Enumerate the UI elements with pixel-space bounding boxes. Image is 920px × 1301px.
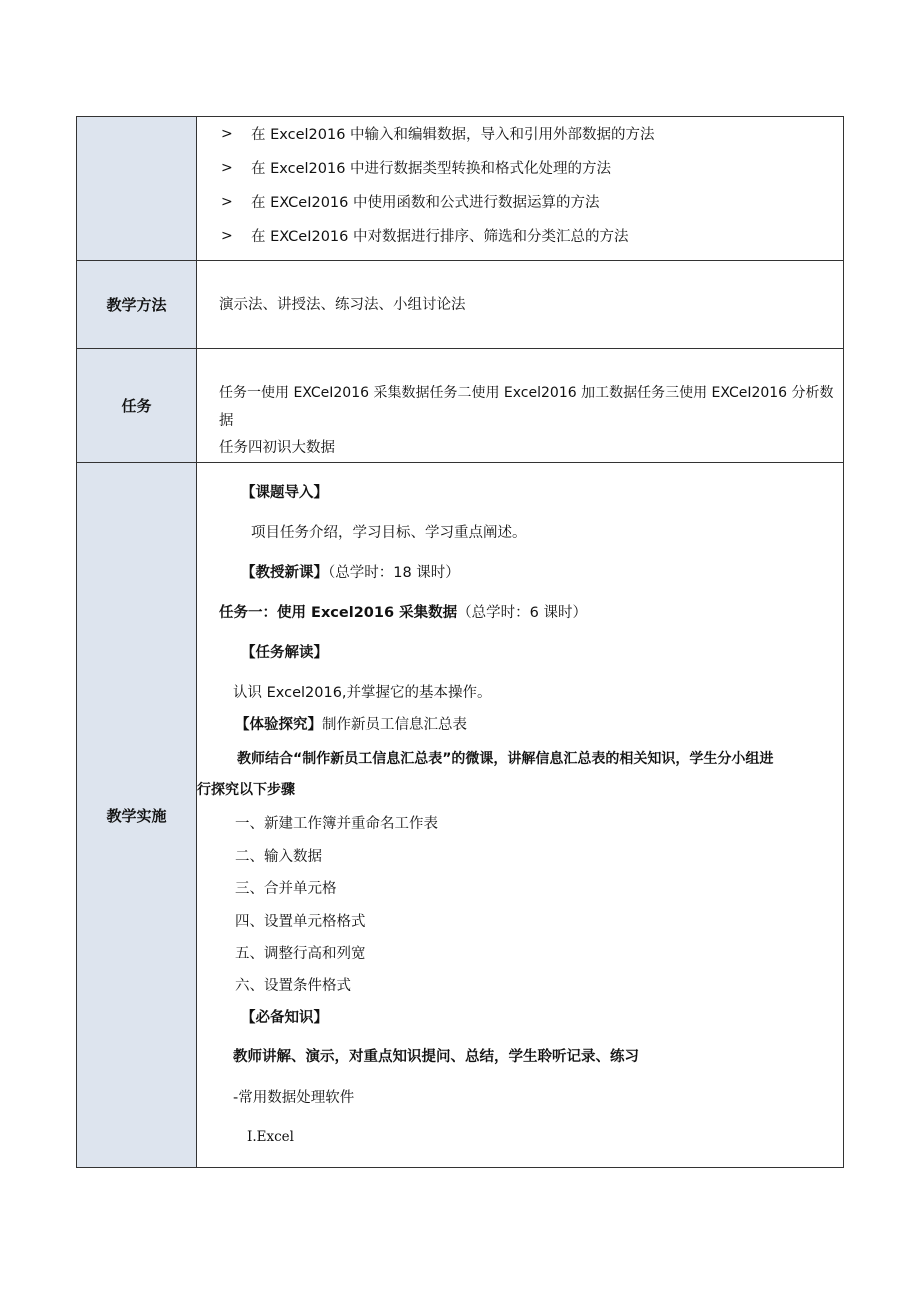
task1-heading: 任务一：使用 Excel2016 采集数据: [219, 605, 458, 621]
bullet-marker: >: [221, 227, 233, 244]
software-heading: -常用数据处理软件: [233, 1090, 355, 1106]
tasks-row: [77, 349, 843, 463]
objective-item: [221, 225, 628, 246]
knowledge-heading: 【必备知识】: [241, 1010, 328, 1026]
objectives-label-cell: [77, 117, 197, 260]
method-row: [77, 261, 843, 349]
explore-text: 制作新员工信息汇总表: [322, 717, 467, 733]
step-item: 三、合并单元格: [235, 881, 337, 897]
implementation-label: 教学实施: [77, 463, 197, 1167]
objective-text: 在 Excel2016 中进行数据类型转换和格式化处理的方法: [251, 161, 612, 177]
objectives-content: [197, 117, 843, 260]
lesson-plan-table: [76, 116, 844, 1168]
intro-text: 项目任务介绍，学习目标、学习重点阐述。: [251, 525, 527, 541]
objective-item: [221, 157, 611, 178]
step-item: 一、新建工作簿并重命名工作表: [235, 816, 438, 832]
tasks-line-2: 据: [219, 413, 234, 429]
tasks-line-3: 任务四初识大数据: [219, 440, 335, 456]
intro-heading: 【课题导入】: [241, 485, 328, 501]
tasks-content: [197, 349, 843, 462]
objective-text: 在 Excel2016 中输入和编辑数据，导入和引用外部数据的方法: [251, 127, 655, 143]
task-analysis-heading: 【任务解读】: [241, 645, 328, 661]
new-lesson-heading: 【教授新课】: [241, 565, 328, 581]
task-analysis-text: 认识 Excel2016,并掌握它的基本操作。: [233, 685, 492, 701]
step-item: 四、设置单元格格式: [235, 914, 366, 930]
new-lesson-line: [241, 563, 460, 583]
objective-item: [221, 123, 655, 144]
tasks-label: 任务: [77, 349, 197, 462]
objective-text: 在 EXCeI2016 中使用函数和公式进行数据运算的方法: [251, 195, 600, 211]
software-item: I.Excel: [247, 1129, 294, 1145]
explore-line: [235, 715, 467, 735]
task1-hours: （总学时：6 课时）: [457, 605, 587, 621]
bullet-marker: >: [221, 193, 233, 210]
bullet-marker: >: [221, 159, 233, 176]
tasks-line-1: 任务一使用 EXCeI2016 采集数据任务二使用 Excel2016 加工数据任务三使用 EXCeI2016 分析数: [219, 385, 834, 401]
implementation-row: [77, 463, 843, 1167]
objectives-row: [77, 117, 843, 261]
teacher-line-2: 行探究以下步骤: [197, 782, 295, 798]
step-item: 六、设置条件格式: [235, 978, 351, 994]
objective-text: 在 EXCeI2016 中对数据进行排序、筛选和分类汇总的方法: [251, 229, 629, 245]
knowledge-text: 教师讲解、演示，对重点知识提问、总结，学生聆听记录、练习: [233, 1049, 639, 1065]
method-text: 演示法、讲授法、练习法、小组讨论法: [219, 297, 466, 313]
step-item: 二、输入数据: [235, 849, 322, 865]
implementation-content: [197, 463, 843, 1167]
method-label: 教学方法: [77, 261, 197, 348]
step-item: 五、调整行高和列宽: [235, 946, 366, 962]
explore-heading: 【体验探究】: [235, 717, 322, 733]
task1-line: [219, 603, 587, 623]
teacher-line-1: 教师结合“制作新员工信息汇总表”的微课，讲解信息汇总表的相关知识，学生分小组进: [237, 751, 774, 767]
method-content: [197, 261, 843, 348]
objective-item: [221, 191, 599, 212]
new-lesson-hours: （总学时：18 课时）: [328, 565, 460, 581]
bullet-marker: >: [221, 125, 233, 142]
